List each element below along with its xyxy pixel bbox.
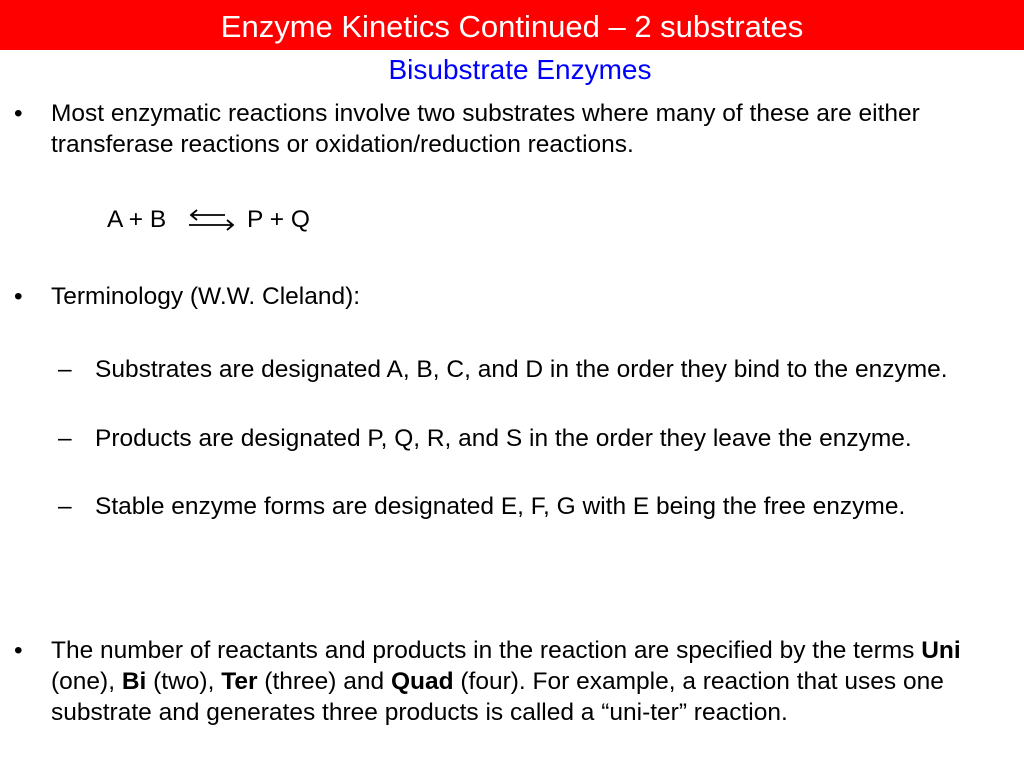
slide-title: Enzyme Kinetics Continued – 2 substrates bbox=[220, 9, 804, 44]
sub-bullet-text: Stable enzyme forms are designated E, F, G with E being the free enzyme. bbox=[95, 493, 906, 520]
dash-marker: – bbox=[58, 356, 72, 383]
sub-bullet-products bbox=[58, 423, 988, 454]
term-uni: Uni bbox=[921, 637, 961, 664]
reaction-reactants: A + B bbox=[107, 206, 167, 233]
dash-marker: – bbox=[58, 493, 72, 520]
bullet-marker: • bbox=[14, 100, 23, 127]
title-bar bbox=[0, 0, 1024, 50]
sub-bullet-enzyme-forms bbox=[58, 491, 988, 522]
bullet-marker: • bbox=[14, 283, 23, 310]
term-ter: Ter bbox=[221, 668, 258, 695]
text-segment: (three) and bbox=[257, 668, 391, 695]
sub-bullet-substrates bbox=[58, 354, 988, 385]
bullet-text: Terminology (W.W. Cleland): bbox=[51, 283, 361, 310]
text-segment: (one), bbox=[51, 668, 122, 695]
dash-marker: – bbox=[58, 425, 72, 452]
term-bi: Bi bbox=[121, 668, 147, 695]
term-quad: Quad bbox=[390, 668, 454, 695]
bullet-text bbox=[51, 635, 1004, 728]
bullet-item-two-substrates bbox=[14, 98, 1004, 160]
reaction-products: P + Q bbox=[247, 206, 310, 233]
slide-subtitle: Bisubstrate Enzymes bbox=[388, 54, 652, 85]
text-segment: (four). For example, a reaction that uses one substrate and generates three products is called a “uni-ter” reaction. bbox=[51, 668, 944, 726]
reversible-arrow-icon bbox=[187, 207, 239, 231]
bullet-item-terminology bbox=[14, 281, 1004, 312]
bullet-item-reactant-terms bbox=[14, 635, 1004, 728]
bullet-text: Most enzymatic reactions involve two substrates where many of these are either transferase reactions or oxidation/reduction reactions. bbox=[51, 100, 920, 158]
text-segment: (two), bbox=[146, 668, 222, 695]
sub-bullet-text: Products are designated P, Q, R, and S in the order they leave the enzyme. bbox=[95, 425, 912, 452]
text-segment: The number of reactants and products in the reaction are specified by the terms bbox=[51, 637, 922, 664]
sub-bullet-text: Substrates are designated A, B, C, and D in the order they bind to the enzyme. bbox=[95, 356, 948, 383]
bullet-marker: • bbox=[14, 637, 23, 664]
